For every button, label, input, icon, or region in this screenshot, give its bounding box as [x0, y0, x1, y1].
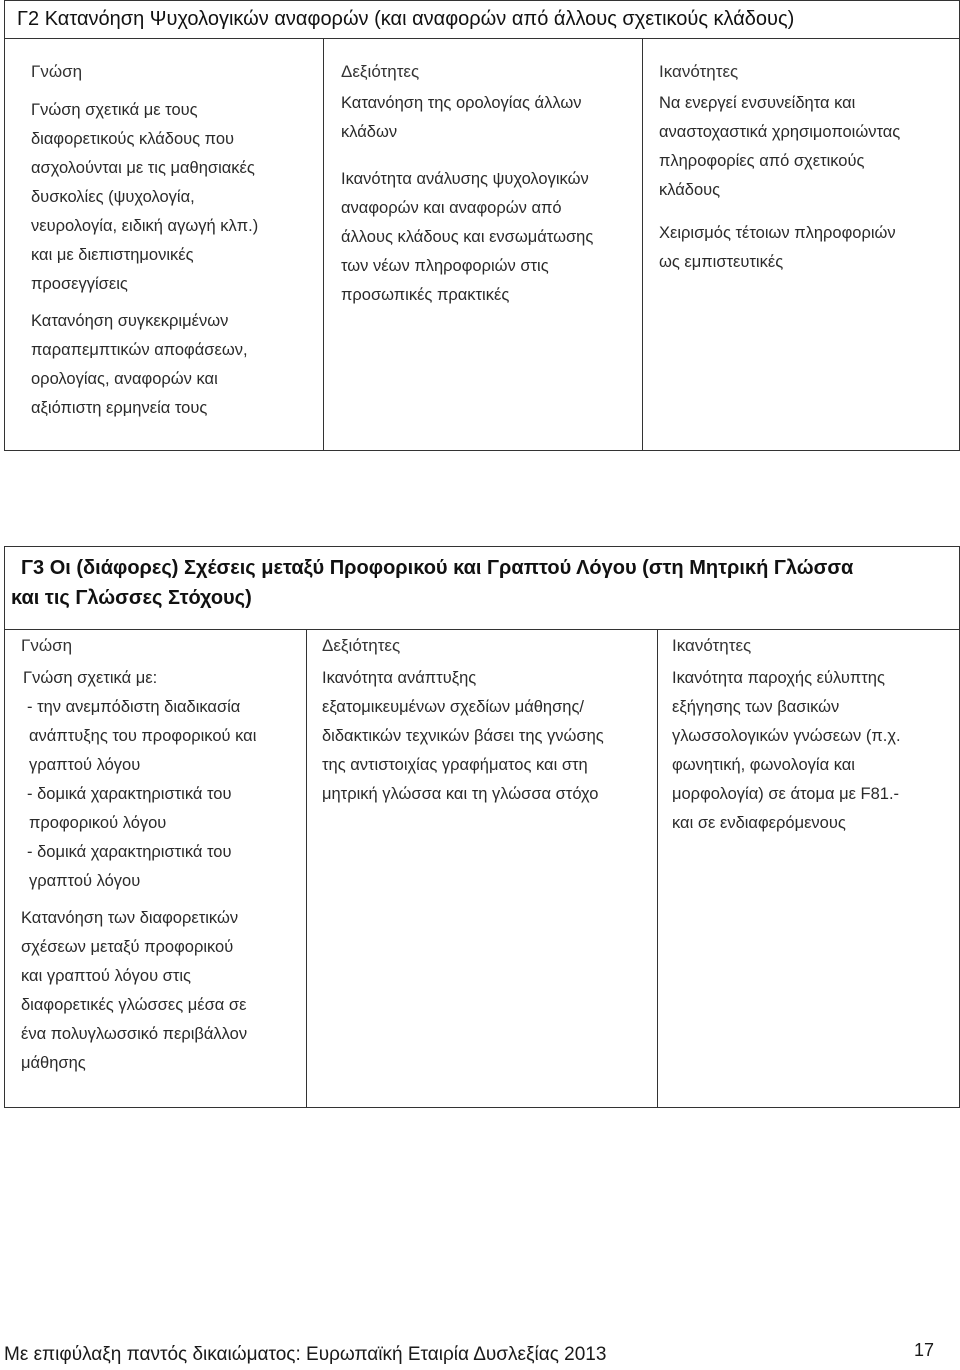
g2-competences-para-b: [659, 219, 959, 277]
page-number: 17: [914, 1340, 935, 1360]
g3-knowledge-column: [5, 630, 306, 1107]
g3-competences-header: Ικανότητες: [672, 636, 752, 655]
text-line: και σε ενδιαφερόμενους: [672, 814, 846, 832]
g3-knowledge-para-b: [21, 904, 306, 1078]
g2-competences-header: Ικανότητες: [659, 62, 739, 81]
text-line: Κατανόηση συγκεκριμένων: [31, 312, 229, 330]
text-line: ένα πολυγλωσσικό περιβάλλον: [21, 1025, 248, 1043]
text-line: - δομικά χαρακτηριστικά του: [27, 785, 232, 803]
text-line: σχέσεων μεταξύ προφορικού: [21, 938, 234, 956]
text-line: αναστοχαστικά χρησιμοποιώντας: [659, 123, 901, 141]
g3-skills-header: Δεξιότητες: [322, 636, 401, 655]
text-line: και γραπτού λόγου στις: [21, 967, 191, 985]
g3-knowledge-para-a: [21, 664, 306, 896]
text-line: Γνώση σχετικά με τους: [31, 101, 198, 119]
g3-table: [4, 546, 960, 1108]
g3-title-row: [5, 547, 959, 630]
text-line: Να ενεργεί ενσυνείδητα και: [659, 94, 856, 112]
text-line: - δομικά χαρακτηριστικά του: [27, 843, 232, 861]
g3-knowledge-header: Γνώση: [21, 636, 73, 655]
text-line: προσεγγίσεις: [31, 275, 128, 293]
text-line: Κατανόηση της ορολογίας άλλων: [341, 94, 582, 112]
text-line: Ικανότητα παροχής εύλυπτης: [672, 669, 885, 687]
g2-skills-header: Δεξιότητες: [341, 62, 420, 81]
text-line: Κατανόηση των διαφορετικών: [21, 909, 239, 927]
g3-competences-para-a: [672, 664, 959, 838]
text-line: κλάδων: [341, 123, 398, 141]
text-line: της αντιστοιχίας γραφήματος και στη: [322, 756, 588, 774]
g2-knowledge-header: Γνώση: [31, 62, 83, 81]
text-line: Χειρισμός τέτοιων πληροφοριών: [659, 224, 896, 242]
text-line: και με διεπιστημονικές: [31, 246, 194, 264]
text-line: Ικανότητα ανάλυσης ψυχολογικών: [341, 170, 589, 188]
g2-competences-column: [642, 39, 959, 450]
text-line: γλωσσολογικών γνώσεων (π.χ.: [672, 727, 901, 745]
g2-knowledge-para-b: [31, 307, 323, 423]
g3-title-line-1: Γ3 Οι (διάφορες) Σχέσεις μεταξύ Προφορικού και Γραπτού Λόγου (στη Μητρική Γλώσσα: [21, 557, 854, 579]
text-line: μάθησης: [21, 1054, 86, 1072]
g2-columns: [5, 39, 959, 450]
text-line: των νέων πληροφοριών στις: [341, 257, 549, 275]
text-line: ανάπτυξης του προφορικού και: [29, 727, 257, 745]
text-line: κλάδους: [659, 181, 721, 199]
text-line: προσωπικές πρακτικές: [341, 286, 510, 304]
text-line: διαφορετικές γλώσσες μέσα σε: [21, 996, 247, 1014]
g2-title-row: [5, 1, 959, 39]
text-line: πληροφορίες από σχετικούς: [659, 152, 865, 170]
text-line: γραπτού λόγου: [29, 756, 141, 774]
text-line: διαφορετικούς κλάδους που: [31, 130, 235, 148]
text-line: αξιόπιστη ερμηνεία τους: [31, 399, 208, 417]
g3-skills-para-a: [322, 664, 657, 809]
text-line: φωνητική, φωνολογία και: [672, 756, 855, 774]
text-line: μορφολογία) σε άτομα με F81.-: [672, 785, 900, 803]
text-line: εξήγησης των βασικών: [672, 698, 840, 716]
g2-skills-column: [323, 39, 642, 450]
text-line: ασχολούνται με τις μαθησιακές: [31, 159, 255, 177]
text-line: άλλους κλάδους και ενσωμάτωσης: [341, 228, 594, 246]
text-line: παραπεμπτικών αποφάσεων,: [31, 341, 248, 359]
g3-title-line-2: και τις Γλώσσες Στόχους): [11, 587, 252, 609]
text-line: διδακτικών τεχνικών βάσει της γνώσης: [322, 727, 604, 745]
text-line: Ικανότητα ανάπτυξης: [322, 669, 477, 687]
g2-knowledge-para-a: [31, 96, 323, 299]
footer-copyright: Με επιφύλαξη παντός δικαιώματος: Ευρωπαϊκή Εταιρία Δυσλεξίας 2013: [4, 1344, 607, 1365]
g3-skills-column: [306, 630, 657, 1107]
text-line: εξατομικευμένων σχεδίων μάθησης/: [322, 698, 584, 716]
text-line: - την ανεμπόδιστη διαδικασία: [27, 698, 241, 716]
g2-competences-para-a: [659, 89, 959, 205]
g2-knowledge-column: [5, 39, 323, 450]
text-line: προφορικού λόγου: [29, 814, 167, 832]
text-line: δυσκολίες (ψυχολογία,: [31, 188, 195, 206]
text-line: ως εμπιστευτικές: [659, 253, 784, 271]
g2-skills-para-a: [341, 89, 642, 147]
g3-columns: [5, 630, 959, 1107]
g2-title: Γ2 Κατανόηση Ψυχολογικών αναφορών (και αναφορών από άλλους σχετικούς κλάδους): [17, 8, 795, 30]
text-line: νευρολογία, ειδική αγωγή κλπ.): [31, 217, 259, 235]
text-line: ορολογίας, αναφορών και: [31, 370, 218, 388]
g2-table: [4, 0, 960, 451]
text-line: αναφορών και αναφορών από: [341, 199, 562, 217]
g3-competences-column: [657, 630, 959, 1107]
text-line: μητρική γλώσσα και τη γλώσσα στόχο: [322, 785, 599, 803]
text-line: Γνώση σχετικά με:: [23, 669, 158, 687]
text-line: γραπτού λόγου: [29, 872, 141, 890]
g2-skills-para-b: [341, 165, 642, 310]
